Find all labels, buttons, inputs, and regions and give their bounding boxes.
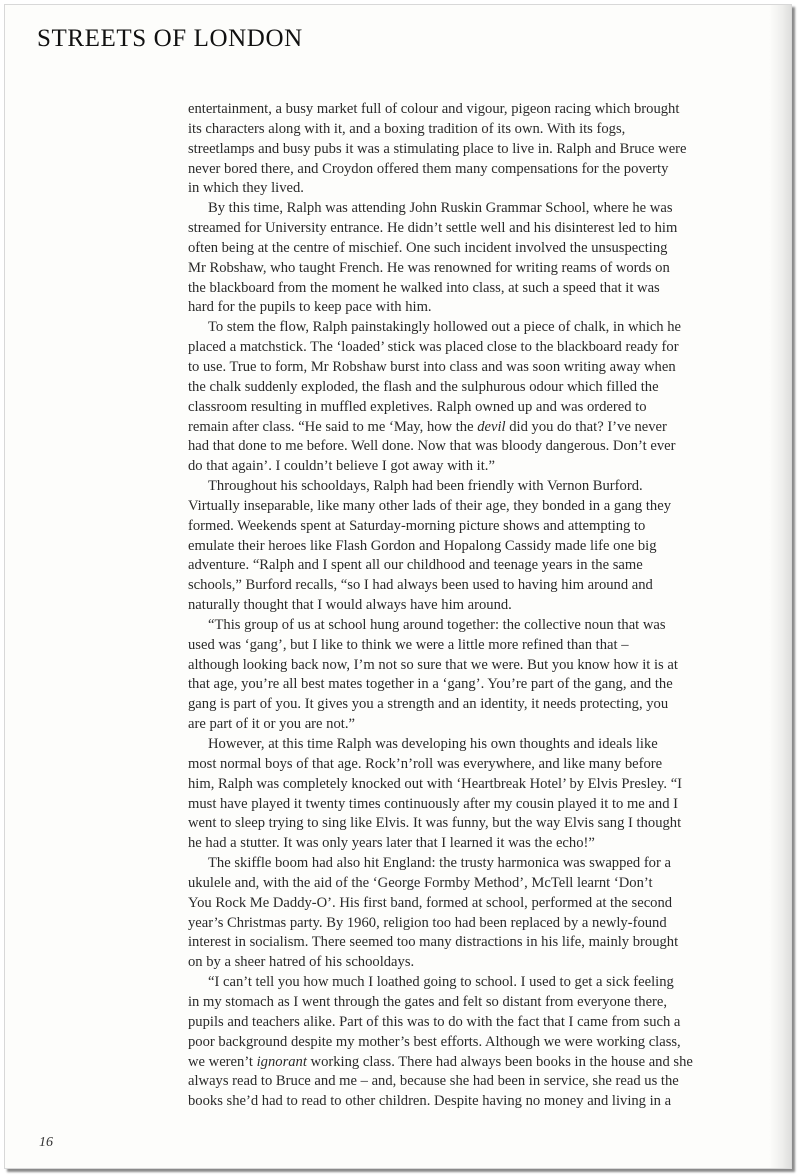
- paragraph: [188, 973, 786, 1112]
- text-line: year’s Christmas party. By 1960, religion too had been replaced by a newly-found: [188, 914, 667, 931]
- text-line: However, at this time Ralph was developing his own thoughts and ideals like: [208, 736, 658, 752]
- text-line: “I can’t tell you how much I loathed going to school. I used to get a sick feeling: [208, 974, 674, 991]
- paragraph: [188, 735, 786, 854]
- text-line: always read to Bruce and me – and, because she had been in service, she read us the: [188, 1073, 679, 1090]
- text-line: naturally thought that I would always have him around.: [188, 597, 512, 614]
- paragraph: [188, 100, 786, 199]
- text-line: Virtually inseparable, like many other lads of their age, they bonded in a gang they: [188, 497, 671, 514]
- text-line: in which they lived.: [188, 180, 304, 197]
- text-line: had that done to me before. Well done. Now that was bloody dangerous. Don’t ever: [188, 438, 676, 455]
- text-line: ukulele and, with the aid of the ‘George Formby Method’, McTell learnt ‘Don’t: [188, 874, 653, 891]
- paragraph: [188, 616, 786, 735]
- text-line: Mr Robshaw, who taught French. He was renowned for writing reams of words on: [188, 259, 670, 276]
- text-line: are part of it or you are not.”: [188, 716, 355, 733]
- text-line: never bored there, and Croydon offered them many compensations for the poverty: [188, 160, 669, 177]
- text-line: often being at the centre of mischief. One such incident involved the unsuspecting: [188, 239, 668, 256]
- text-line: classroom resulting in muffled expletives. Ralph owned up and was ordered to: [188, 398, 647, 415]
- text-line: poor background despite my mother’s best efforts. Although we were working class,: [188, 1033, 681, 1050]
- text-line: to use. True to form, Mr Robshaw burst into class and was soon writing away when: [188, 358, 676, 375]
- text-line: To stem the flow, Ralph painstakingly hollowed out a piece of chalk, in which he: [208, 319, 682, 336]
- text-line: placed a matchstick. The ‘loaded’ stick was placed close to the blackboard ready for: [188, 339, 679, 356]
- text-line: hard for the pupils to keep pace with him.: [188, 299, 432, 316]
- body-text: [188, 100, 786, 1112]
- paragraph: [188, 854, 786, 973]
- text-line: do that again’. I couldn’t believe I got away with it.”: [188, 458, 495, 475]
- text-line: books she’d had to read to other children. Despite having no money and living in a: [188, 1093, 672, 1110]
- book-page: [4, 4, 792, 1169]
- text-line: the chalk suddenly exploded, the flash and the sulphurous odour which filled the: [188, 378, 659, 395]
- text-line: remain after class. “He said to me ‘May, how the devil did you do that? I’ve never: [188, 418, 667, 435]
- paragraph: [188, 199, 786, 318]
- text-line: adventure. “Ralph and I spent all our childhood and teenage years in the same: [188, 557, 643, 574]
- text-line: its characters along with it, and a boxing tradition of its own. With its fogs,: [188, 120, 626, 137]
- text-line: entertainment, a busy market full of colour and vigour, pigeon racing which brought: [188, 101, 680, 117]
- text-line: he had a stutter. It was only years later that I learned it was the echo!”: [188, 835, 595, 852]
- text-line: must have played it twenty times continuously after my cousin played it to me and I: [188, 795, 679, 812]
- text-line: The skiffle boom had also hit England: the trusty harmonica was swapped for a: [208, 855, 671, 872]
- text-line: schools,” Burford recalls, “so I had always been used to having him around and: [188, 577, 653, 594]
- text-line: streetlamps and busy pubs it was a stimulating place to live in. Ralph and Bruce were: [188, 140, 687, 157]
- text-line: Throughout his schooldays, Ralph had been friendly with Vernon Burford.: [208, 478, 643, 495]
- text-line: emulate their heroes like Flash Gordon and Hopalong Cassidy made life one big: [188, 537, 657, 554]
- text-line: in my stomach as I went through the gates and felt so distant from everyone there,: [188, 993, 668, 1010]
- text-line: the blackboard from the moment he walked into class, at such a speed that it was: [188, 279, 660, 296]
- text-line: that age, you’re all best mates together in a ‘gang’. You’re part of the gang, and the: [188, 676, 673, 693]
- paragraph: [188, 477, 786, 616]
- running-head: STREETS OF LONDON: [37, 25, 303, 52]
- text-line: him, Ralph was completely knocked out with ‘Heartbreak Hotel’ by Elvis Presley. “I: [188, 775, 683, 792]
- text-line: on by a sheer hatred of his schooldays.: [188, 954, 415, 971]
- text-line: By this time, Ralph was attending John Ruskin Grammar School, where he was: [208, 200, 673, 217]
- text-line: “This group of us at school hung around together: the collective noun that was: [208, 616, 666, 633]
- text-line: pupils and teachers alike. Part of this was to do with the fact that I came from such a: [188, 1013, 681, 1030]
- text-line: used was ‘gang’, but I like to think we were a little more refined than that –: [188, 636, 629, 653]
- text-line: went to sleep trying to sing like Elvis. It was funny, but the way Elvis sang I thought: [188, 815, 682, 832]
- text-line: although looking back now, I’m not so sure that we were. But you know how it is at: [188, 656, 678, 673]
- paragraph: [188, 318, 786, 477]
- text-line: You Rock Me Daddy-O’. His first band, formed at school, performed at the second: [188, 894, 673, 911]
- text-line: most normal boys of that age. Rock’n’roll was everywhere, and like many before: [188, 755, 663, 772]
- text-line: interest in socialism. There seemed too many distractions in his life, mainly brought: [188, 934, 679, 951]
- text-line: formed. Weekends spent at Saturday-morning picture shows and attempting to: [188, 517, 646, 534]
- page-number: 16: [39, 1135, 53, 1150]
- text-line: streamed for University entrance. He didn’t settle well and his disinterest led to him: [188, 220, 678, 237]
- text-line: gang is part of you. It gives you a strength and an identity, it needs protecting, you: [188, 696, 669, 713]
- text-line: we weren’t ignorant working class. There had always been books in the house and she: [188, 1053, 693, 1070]
